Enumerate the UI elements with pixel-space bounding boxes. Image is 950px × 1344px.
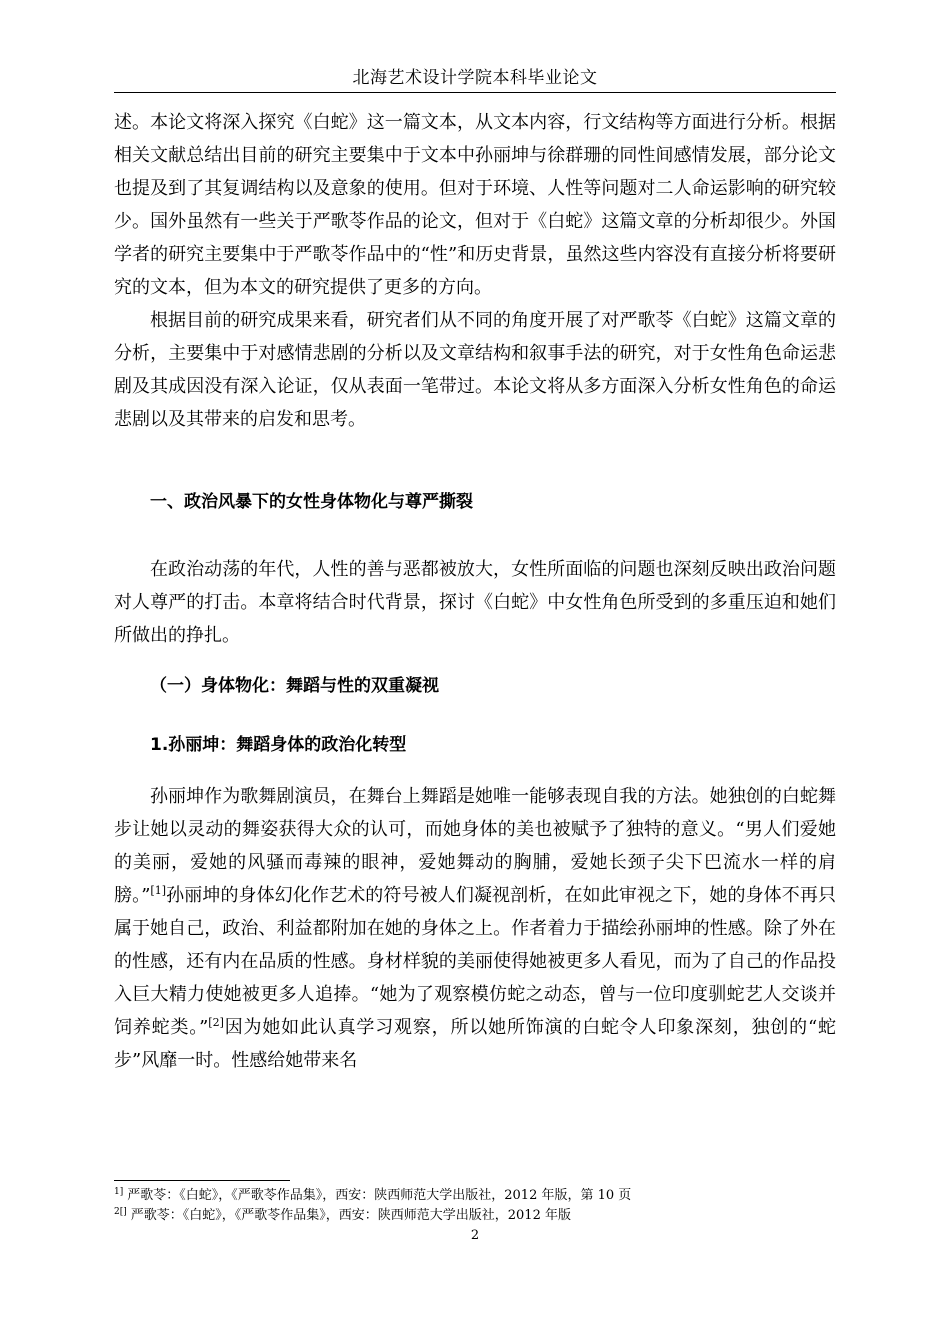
- footnote-text: 严歌苓：《白蛇》，《严歌苓作品集》，西安：陕西师范大学出版社，2012 年版: [130, 1208, 571, 1223]
- paragraph-4-part-a: 孙丽坤作为歌舞剧演员，在舞台上舞蹈是她唯一能够表现自我的方法。她独创的白蛇舞步让她以灵动的舞姿获得大众的认可，而她身体的美也被赋予了独特的意义。“男人们爱她的美丽，爱她的风骚而毒辣的眼神，爱她舞动的胸脯，爱她长颈子尖下巴流水一样的肩膀。”: [114, 786, 836, 906]
- paragraph-1: 述。本论文将深入探究《白蛇》这一篇文本，从文本内容，行文结构等方面进行分析。根据相关文献总结出目前的研究主要集中于文本中孙丽坤与徐群珊的同性间感情发展，部分论文也提及到了其复调结构以及意象的使用。但对于环境、人性等问题对二人命运影响的研究较少。国外虽然有一些关于严歌苓作品的论文，但对于《白蛇》这篇文章的分析却很少。外国学者的研究主要集中于严歌苓作品中的“性”和历史背景，虽然这些内容没有直接分析将要研究的文本，但为本文的研究提供了更多的方向。: [114, 112, 836, 298]
- section-heading-1: 一、政治风暴下的女性身体物化与尊严撕裂: [150, 492, 473, 512]
- footnote-rule: [114, 1180, 290, 1181]
- footnote-1: [114, 1186, 836, 1206]
- body-text: [114, 106, 836, 1077]
- paragraph-4-part-c: 因为她如此认真学习观察，所以她所饰演的白蛇令人印象深刻，独创的“蛇步”风靡一时。性感给她带来名: [114, 1017, 836, 1071]
- footnote-mark: 1]: [114, 1186, 124, 1197]
- section-heading-2: （一）身体物化：舞蹈与性的双重凝视: [150, 676, 439, 696]
- citation-2[interactable]: [2]: [208, 1016, 224, 1029]
- paragraph-3: 在政治动荡的年代，人性的善与恶都被放大，女性所面临的问题也深刻反映出政治问题对人尊严的打击。本章将结合时代背景，探讨《白蛇》中女性角色所受到的多重压迫和她们所做出的挣扎。: [114, 559, 836, 646]
- header-rule: [114, 92, 836, 93]
- paragraph-4: [114, 780, 836, 1077]
- section-heading-3: 1.孙丽坤：舞蹈身体的政治化转型: [150, 735, 407, 755]
- page-header: 北海艺术设计学院本科毕业论文: [352, 68, 598, 88]
- page-number: 2: [470, 1228, 480, 1243]
- footnote-text: 严歌苓：《白蛇》，《严歌苓作品集》，西安：陕西师范大学出版社，2012 年版，第 10 页: [127, 1188, 632, 1203]
- paragraph-4-part-b: 孙丽坤的身体幻化作艺术的符号被人们凝视剖析，在如此审视之下，她的身体不再只属于她自己，政治、利益都附加在她的身体之上。作者着力于描绘孙丽坤的性感。除了外在的性感，还有内在品质的性感。身材样貌的美丽使得她被更多人看见，而为了自己的作品投入巨大精力使她被更多人追捧。“她为了观察模仿蛇之动态，曾与一位印度驯蛇艺人交谈并饲养蛇类。”: [114, 885, 836, 1038]
- footnotes: [114, 1186, 836, 1226]
- footnote-2: [114, 1206, 836, 1226]
- citation-1[interactable]: [1]: [150, 884, 167, 897]
- paragraph-2: 根据目前的研究成果来看，研究者们从不同的角度开展了对严歌苓《白蛇》这篇文章的分析，主要集中于对感情悲剧的分析以及文章结构和叙事手法的研究，对于女性角色命运悲剧及其成因没有深入论证，仅从表面一笔带过。本论文将从多方面深入分析女性角色的命运悲剧以及其带来的启发和思考。: [114, 310, 836, 430]
- footnote-mark: 2[]: [114, 1206, 127, 1217]
